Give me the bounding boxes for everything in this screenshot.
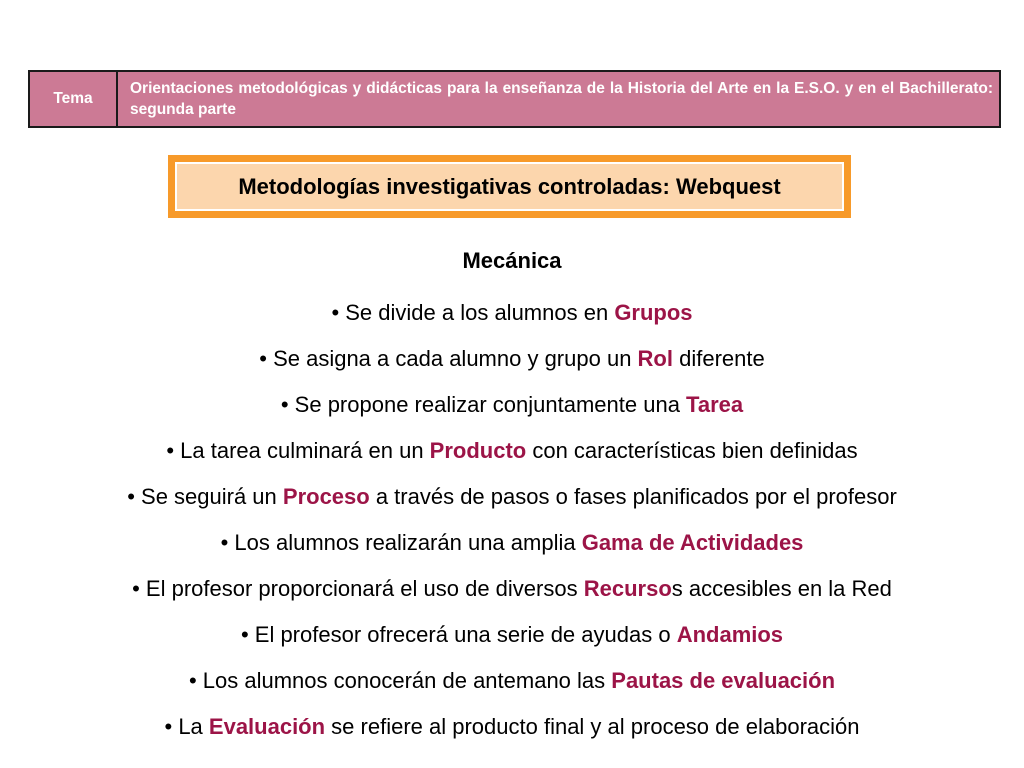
bullet-text: • Se asigna a cada alumno y grupo un xyxy=(259,346,638,371)
bullet-item xyxy=(0,704,1024,750)
section-heading: Mecánica xyxy=(462,248,562,273)
bullet-keyword: Andamios xyxy=(676,622,784,647)
topic-text: Orientaciones metodológicas y didácticas para la enseñanza de la Historia del Arte en la E.S.O. y en el Bachillerato: segunda parte xyxy=(117,71,1000,127)
bullet-text: a través de pasos o fases planificados por el profesor xyxy=(369,484,897,509)
bullet-text: diferente xyxy=(673,346,765,371)
bullet-keyword: Grupos xyxy=(614,300,693,325)
bullet-text: • Se seguirá un xyxy=(127,484,283,509)
bullet-text: se refiere al producto final y al proceso de elaboración xyxy=(325,714,860,739)
bullet-text: • Se propone realizar conjuntamente una xyxy=(280,392,687,417)
bullet-item xyxy=(0,474,1024,520)
bullet-text: con características bien definidas xyxy=(526,438,858,463)
bullet-keyword: Recurso xyxy=(583,576,672,601)
slide-title: Metodologías investigativas controladas: Webquest xyxy=(175,162,844,211)
bullet-item xyxy=(0,658,1024,704)
bullet-item xyxy=(0,566,1024,612)
bullet-text: • El profesor ofrecerá una serie de ayudas o xyxy=(240,622,677,647)
topic-label: Tema xyxy=(29,71,117,127)
bullet-text: s accesibles en la Red xyxy=(671,576,892,601)
bullet-text: • Los alumnos conocerán de antemano las xyxy=(188,668,612,693)
slide-title-box xyxy=(168,155,851,218)
bullet-item xyxy=(0,612,1024,658)
bullet-keyword: Gama de Actividades xyxy=(581,530,804,555)
bullet-keyword: Evaluación xyxy=(208,714,326,739)
content-area xyxy=(0,244,1024,750)
bullet-keyword: Pautas de evaluación xyxy=(611,668,836,693)
bullet-keyword: Producto xyxy=(429,438,527,463)
bullet-keyword: Proceso xyxy=(282,484,370,509)
bullet-keyword: Tarea xyxy=(686,392,744,417)
bullet-item xyxy=(0,290,1024,336)
bullet-keyword: Rol xyxy=(637,346,673,371)
bullet-item xyxy=(0,428,1024,474)
bullet-item xyxy=(0,382,1024,428)
topic-header-table xyxy=(28,70,1001,128)
bullet-item xyxy=(0,520,1024,566)
bullet-text: • El profesor proporcionará el uso de diversos xyxy=(132,576,584,601)
bullet-text: • Se divide a los alumnos en xyxy=(331,300,615,325)
bullet-item xyxy=(0,336,1024,382)
bullet-text: • Los alumnos realizarán una amplia xyxy=(220,530,582,555)
bullet-text: • La xyxy=(164,714,209,739)
bullet-text: • La tarea culminará en un xyxy=(166,438,430,463)
